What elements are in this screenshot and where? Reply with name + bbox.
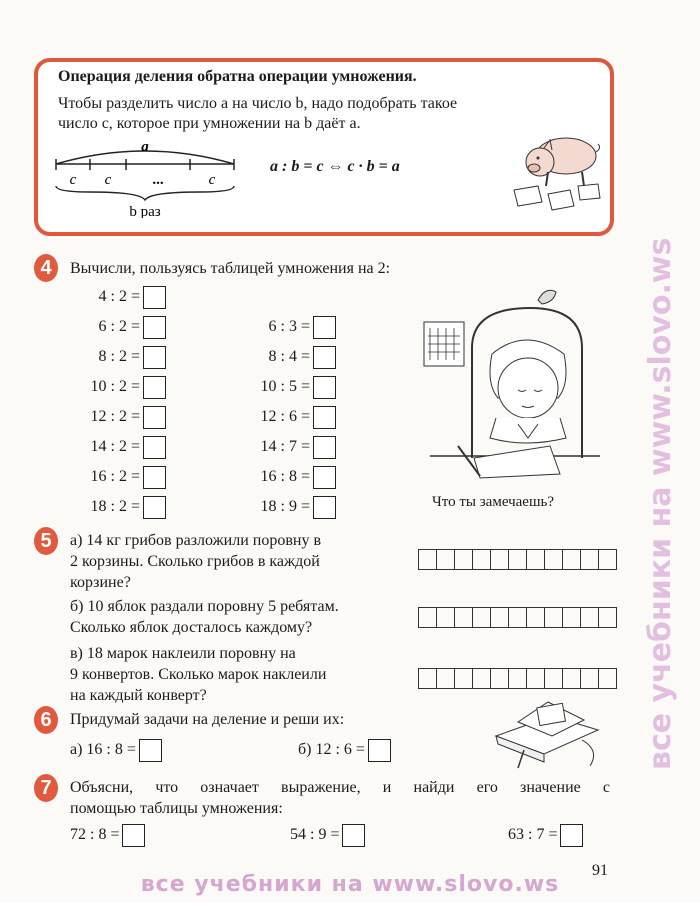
eq-expr: 10 : 2 = <box>90 378 140 395</box>
eq-expr: 12 : 6 = <box>260 408 310 425</box>
task-4-caption: Что ты замечаешь? <box>432 494 555 510</box>
diagram-bottom-label: b раз <box>129 204 161 218</box>
task-7-number: 7 <box>34 774 58 802</box>
rule-line-2: число c, которое при умножении на b даёт a. <box>58 115 361 132</box>
eq-expr: 14 : 2 = <box>90 438 140 455</box>
answer-box[interactable] <box>143 436 166 459</box>
rule-line-1: Чтобы разделить число a на число b, надо подобрать такое <box>58 95 458 112</box>
answer-box[interactable] <box>313 316 336 339</box>
diagram-seg-4: c <box>208 172 216 188</box>
pig-illustration <box>508 118 604 214</box>
eq-expr: 63 : 7 = <box>508 826 558 843</box>
task-6a-expr: а) 16 : 8 = <box>70 741 136 758</box>
answer-box[interactable] <box>143 466 166 489</box>
diagram-seg-3: ... <box>152 172 164 188</box>
task-7-expr-1 <box>70 822 145 848</box>
task-5b-line-1: б) 10 яблок раздали поровну 5 ребятам. <box>70 598 339 615</box>
task-7-expr-2 <box>290 822 365 848</box>
task-5-number: 5 <box>34 527 58 555</box>
task-7-text <box>70 777 610 819</box>
eq-expr: 10 : 5 = <box>260 378 310 395</box>
task-5a-line-3: корзине? <box>70 574 131 591</box>
watermark-bottom: все учебники на www.slovo.ws <box>140 872 560 897</box>
task-7-line-1: Объясни, что означает выражение, и найди его значение с <box>70 779 610 796</box>
answer-box[interactable] <box>313 436 336 459</box>
answer-cells-5c[interactable] <box>418 668 617 689</box>
eq-expr: 18 : 9 = <box>260 498 310 515</box>
answer-box[interactable] <box>143 316 166 339</box>
eq-expr: 6 : 3 = <box>268 318 310 335</box>
eq-expr: 72 : 8 = <box>70 826 120 843</box>
task-6a <box>70 737 162 763</box>
answer-box[interactable] <box>143 346 166 369</box>
task-4-text: Вычисли, пользуясь таблицей умножения на 2: <box>70 260 391 277</box>
answer-box[interactable] <box>313 406 336 429</box>
eq-expr: 16 : 8 = <box>260 468 310 485</box>
task-6b-expr: б) 12 : 6 = <box>298 741 365 758</box>
answer-box[interactable] <box>143 376 166 399</box>
task-4-column-2 <box>236 312 346 522</box>
diagram-top-label: a <box>141 139 149 155</box>
task-6-text: Придумай задачи на деление и реши их: <box>70 711 345 728</box>
task-4-column-1 <box>70 282 170 522</box>
task-5a-line-2: 2 корзины. Сколько грибов в каждой <box>70 553 320 570</box>
answer-box[interactable] <box>313 376 336 399</box>
eq-expr: 54 : 9 = <box>290 826 340 843</box>
answer-box[interactable] <box>313 466 336 489</box>
answer-box[interactable] <box>313 346 336 369</box>
task-5c-line-2: 9 конвертов. Сколько марок наклеили <box>70 666 327 683</box>
rule-title: Операция деления обратна операции умножения. <box>58 68 417 85</box>
eq-expr: 8 : 4 = <box>268 348 310 365</box>
answer-box[interactable] <box>122 824 145 847</box>
eq-expr: 12 : 2 = <box>90 408 140 425</box>
watermark-side: все учебники на www.slovo.ws <box>643 237 678 770</box>
answer-box[interactable] <box>143 286 166 309</box>
eq-expr: 16 : 2 = <box>90 468 140 485</box>
eq-expr: 8 : 2 = <box>98 348 140 365</box>
task-5a-line-1: а) 14 кг грибов разложили поровну в <box>70 532 321 549</box>
task-4-number: 4 <box>34 254 58 282</box>
task-6b <box>298 737 391 763</box>
thinking-child-illustration <box>410 278 610 488</box>
eq-expr: 18 : 2 = <box>90 498 140 515</box>
task-6-number: 6 <box>34 706 58 734</box>
answer-box[interactable] <box>139 739 162 762</box>
answer-box[interactable] <box>313 496 336 519</box>
page-number: 91 <box>592 862 608 879</box>
diagram-seg-2: c <box>104 172 112 188</box>
answer-box[interactable] <box>560 824 583 847</box>
task-5b-text <box>70 596 415 638</box>
eq-expr: 4 : 2 = <box>98 288 140 305</box>
task-7-line-2: помощью таблицы умножения: <box>70 800 283 817</box>
answer-cells-5b[interactable] <box>418 607 617 628</box>
diagram-seg-1: c <box>69 172 77 188</box>
answer-box[interactable] <box>143 406 166 429</box>
division-diagram <box>50 134 250 218</box>
task-5c-line-3: на каждый конверт? <box>70 687 207 704</box>
task-5c-text <box>70 643 415 706</box>
answer-cells-5a[interactable] <box>418 549 617 570</box>
bag-illustration <box>488 690 606 772</box>
task-7-expr-3 <box>508 822 583 848</box>
task-5b-line-2: Сколько яблок досталось каждому? <box>70 619 313 636</box>
eq-expr: 6 : 2 = <box>98 318 140 335</box>
task-5c-line-1: в) 18 марок наклеили поровну на <box>70 645 296 662</box>
answer-box[interactable] <box>342 824 365 847</box>
task-5a-text <box>70 530 415 593</box>
rule-formula: a : b = c ⇔ c · b = a <box>270 158 400 175</box>
eq-expr: 14 : 7 = <box>260 438 310 455</box>
answer-box[interactable] <box>143 496 166 519</box>
answer-box[interactable] <box>368 739 391 762</box>
